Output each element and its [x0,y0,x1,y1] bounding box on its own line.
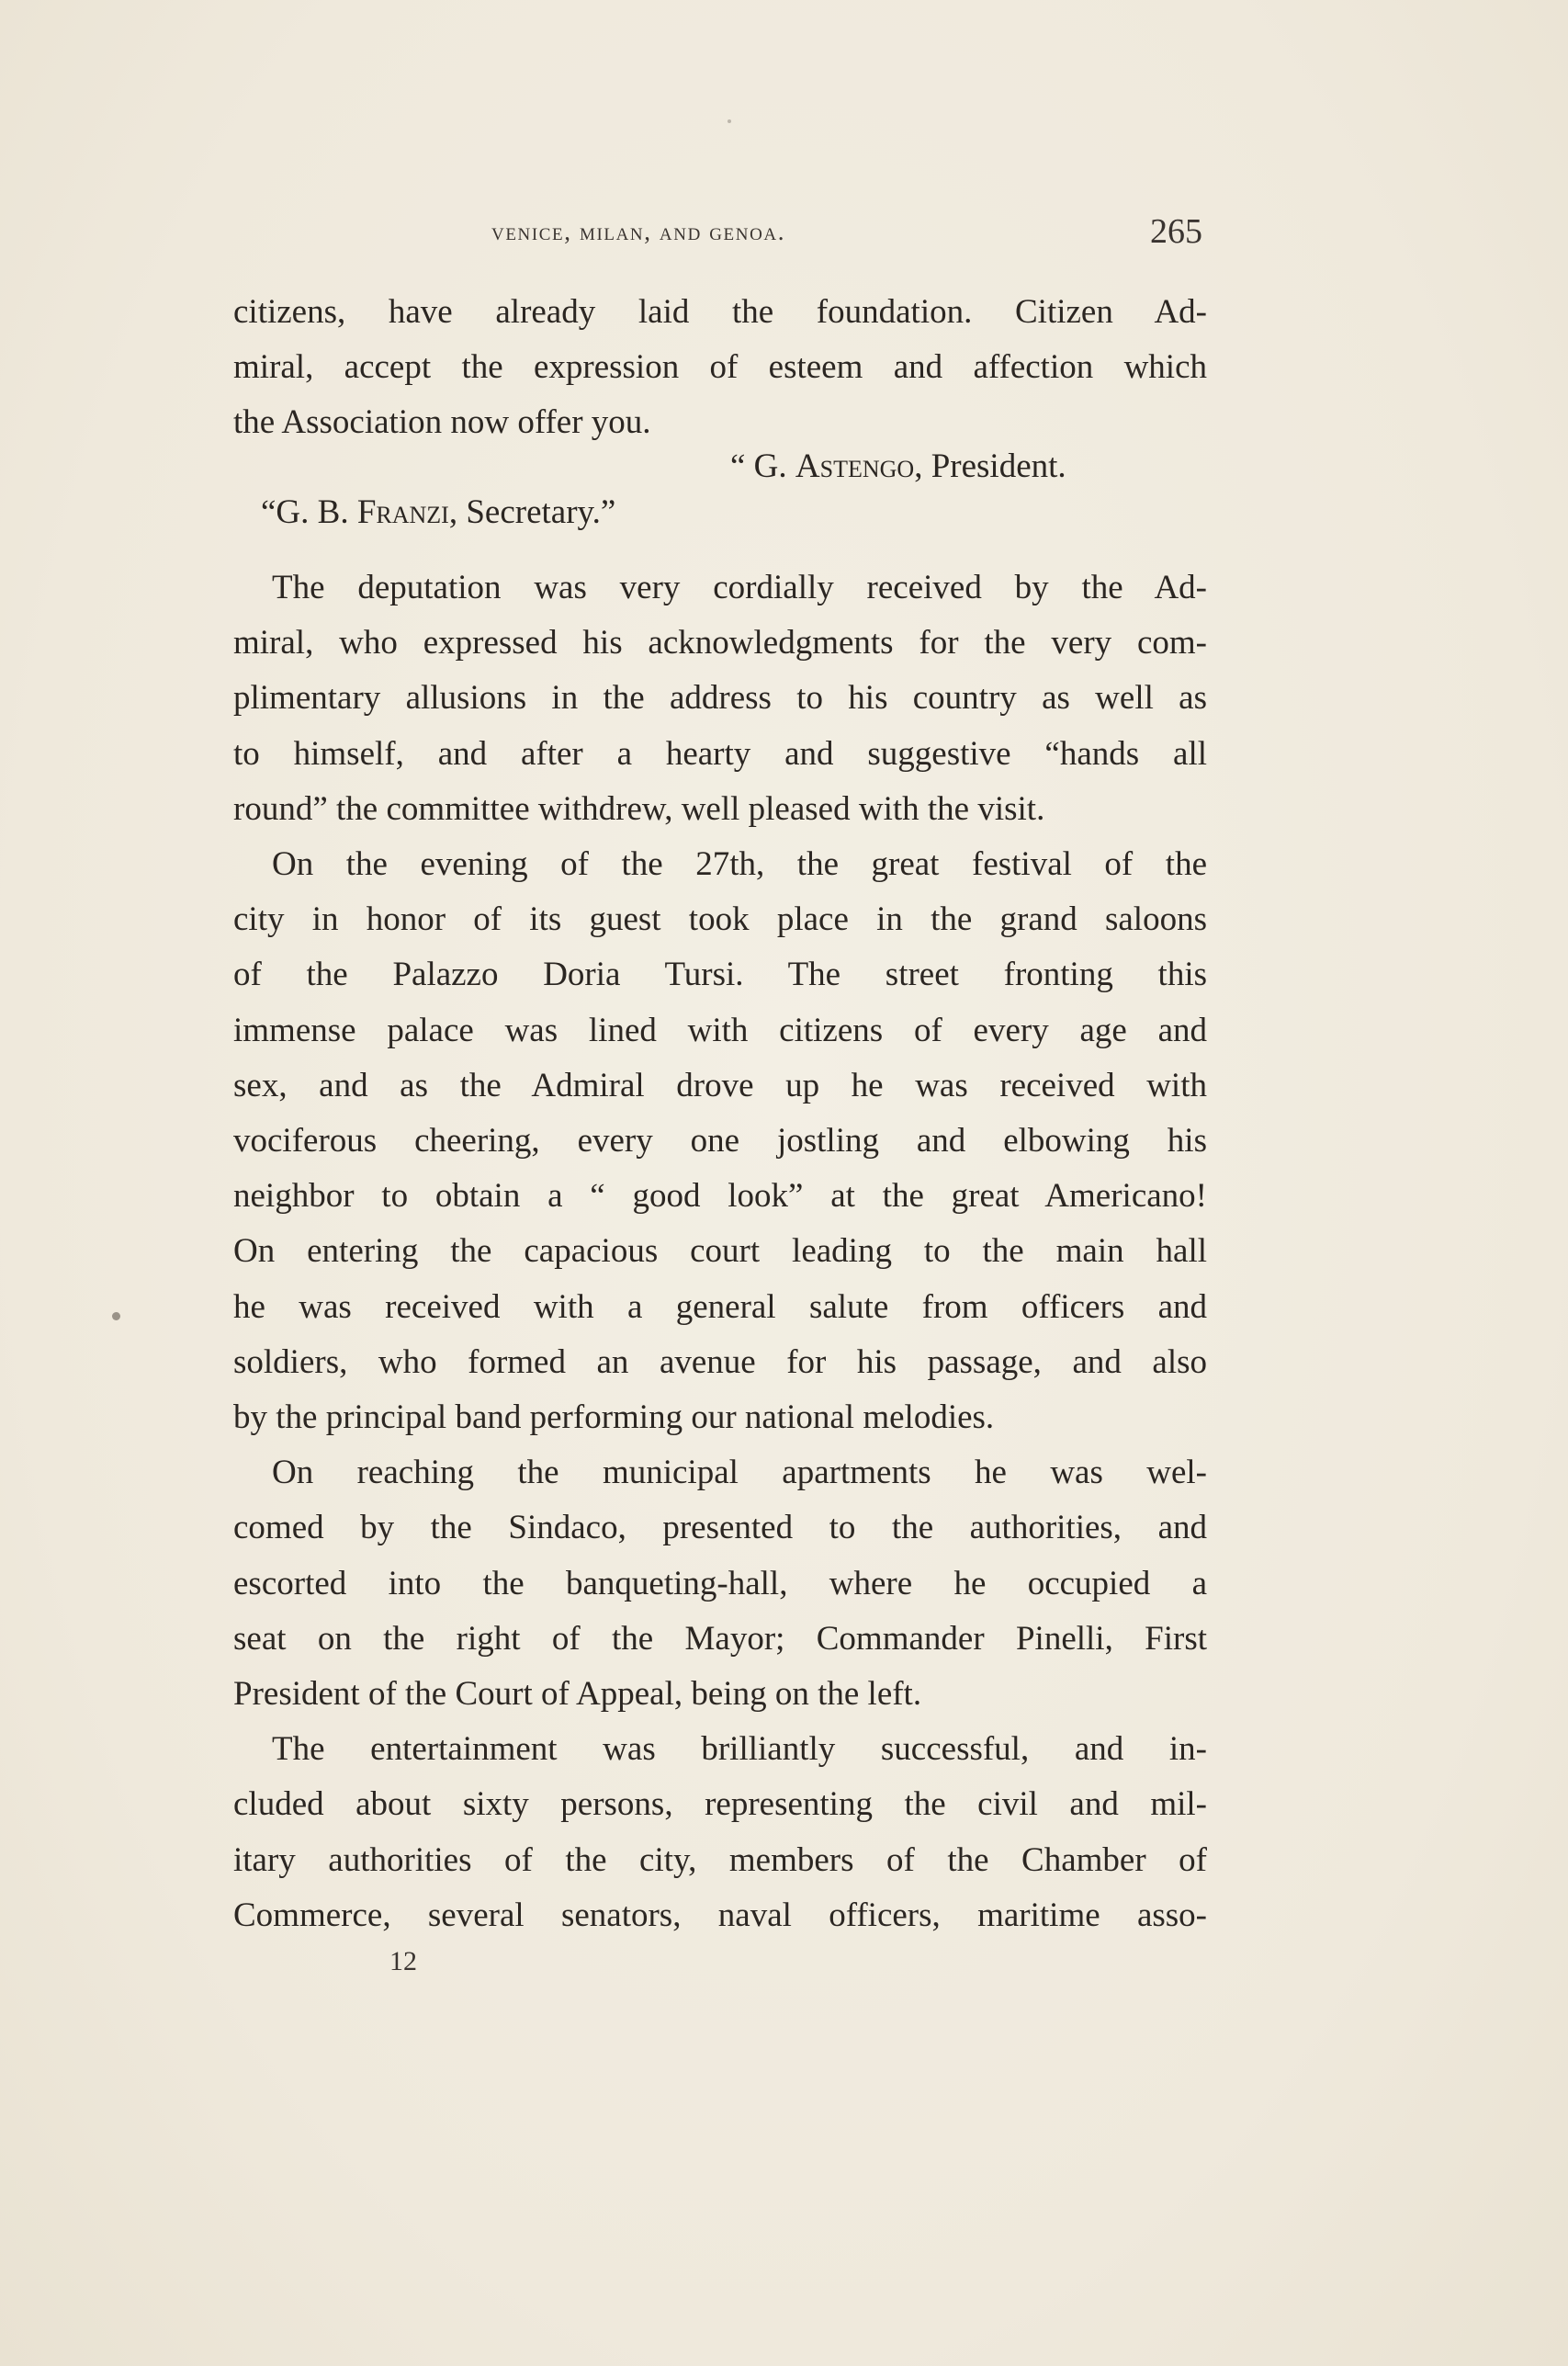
text-line: The deputation was very cordially received by the Ad- [272,569,1207,606]
text-line: round” the committee withdrew, well pleased with the visit. [233,789,1045,828]
text-line: seat on the right of the Mayor; Commander Pinelli, First [233,1619,1207,1658]
text-line: Commerce, several senators, naval officers, maritime asso- [233,1896,1207,1934]
text-line: On entering the capacious court leading to the main hall [233,1232,1207,1271]
ink-speck [112,1312,120,1320]
text-line: he was received with a general salute from officers and [233,1287,1207,1326]
president-signature [730,447,1066,486]
main-text [233,560,1207,1943]
text-line: of the Palazzo Doria Tursi. The street fronting this [233,956,1207,994]
text-line: city in honor of its guest took place in the grand saloons [233,900,1207,939]
president-title: , President. [914,447,1066,485]
text-line: comed by the Sindaco, presented to the authorities, and [233,1509,1207,1547]
text-line: citizens, have already laid the foundation. Citizen Ad- [233,293,1207,331]
quote-open: “ G. [730,447,795,485]
text-line: soldiers, who formed an avenue for his passage, and also [233,1342,1207,1381]
text-line: to himself, and after a hearty and suggestive “hands all [233,734,1207,773]
text-line: On the evening of the 27th, the great festival of the [272,845,1207,884]
text-line: miral, who expressed his acknowledgments for the very com- [233,624,1207,662]
text-line: miral, accept the expression of esteem and affection which [233,348,1207,387]
text-line: President of the Court of Appeal, being on the left. [233,1675,922,1714]
text-line: The entertainment was brilliantly successful, and in- [272,1730,1207,1769]
text-line: itary authorities of the city, members of the Chamber of [233,1840,1207,1879]
text-line: vociferous cheering, every one jostling and elbowing his [233,1122,1207,1160]
text-line: cluded about sixty persons, representing the civil and mil- [233,1785,1207,1824]
text-line: escorted into the banqueting-hall, where he occupied a [233,1564,1207,1602]
president-name: Astengo [795,447,915,485]
text-line: neighbor to obtain a “ good look” at the great Americano! [233,1177,1207,1216]
opening-paragraph [233,285,1207,451]
secretary-name: Franzi [356,493,449,531]
text-line: On reaching the municipal apartments he was wel- [272,1454,1207,1492]
text-line: the Association now offer you. [233,403,651,442]
text-line: by the principal band performing our national melodies. [233,1398,995,1437]
ink-speck [728,119,731,123]
text-line: immense palace was lined with citizens of every age and [233,1011,1207,1049]
text-line: plimentary allusions in the address to his country as well as [233,679,1207,718]
secretary-signature [261,492,615,532]
quote-open: “G. B. [261,493,357,531]
page-number: 265 [1150,212,1202,251]
printer-signature-mark: 12 [389,1946,417,1976]
running-head: venice, milan, and genoa. [491,218,786,245]
text-line: sex, and as the Admiral drove up he was received with [233,1066,1207,1104]
secretary-title: , Secretary.” [448,493,616,531]
